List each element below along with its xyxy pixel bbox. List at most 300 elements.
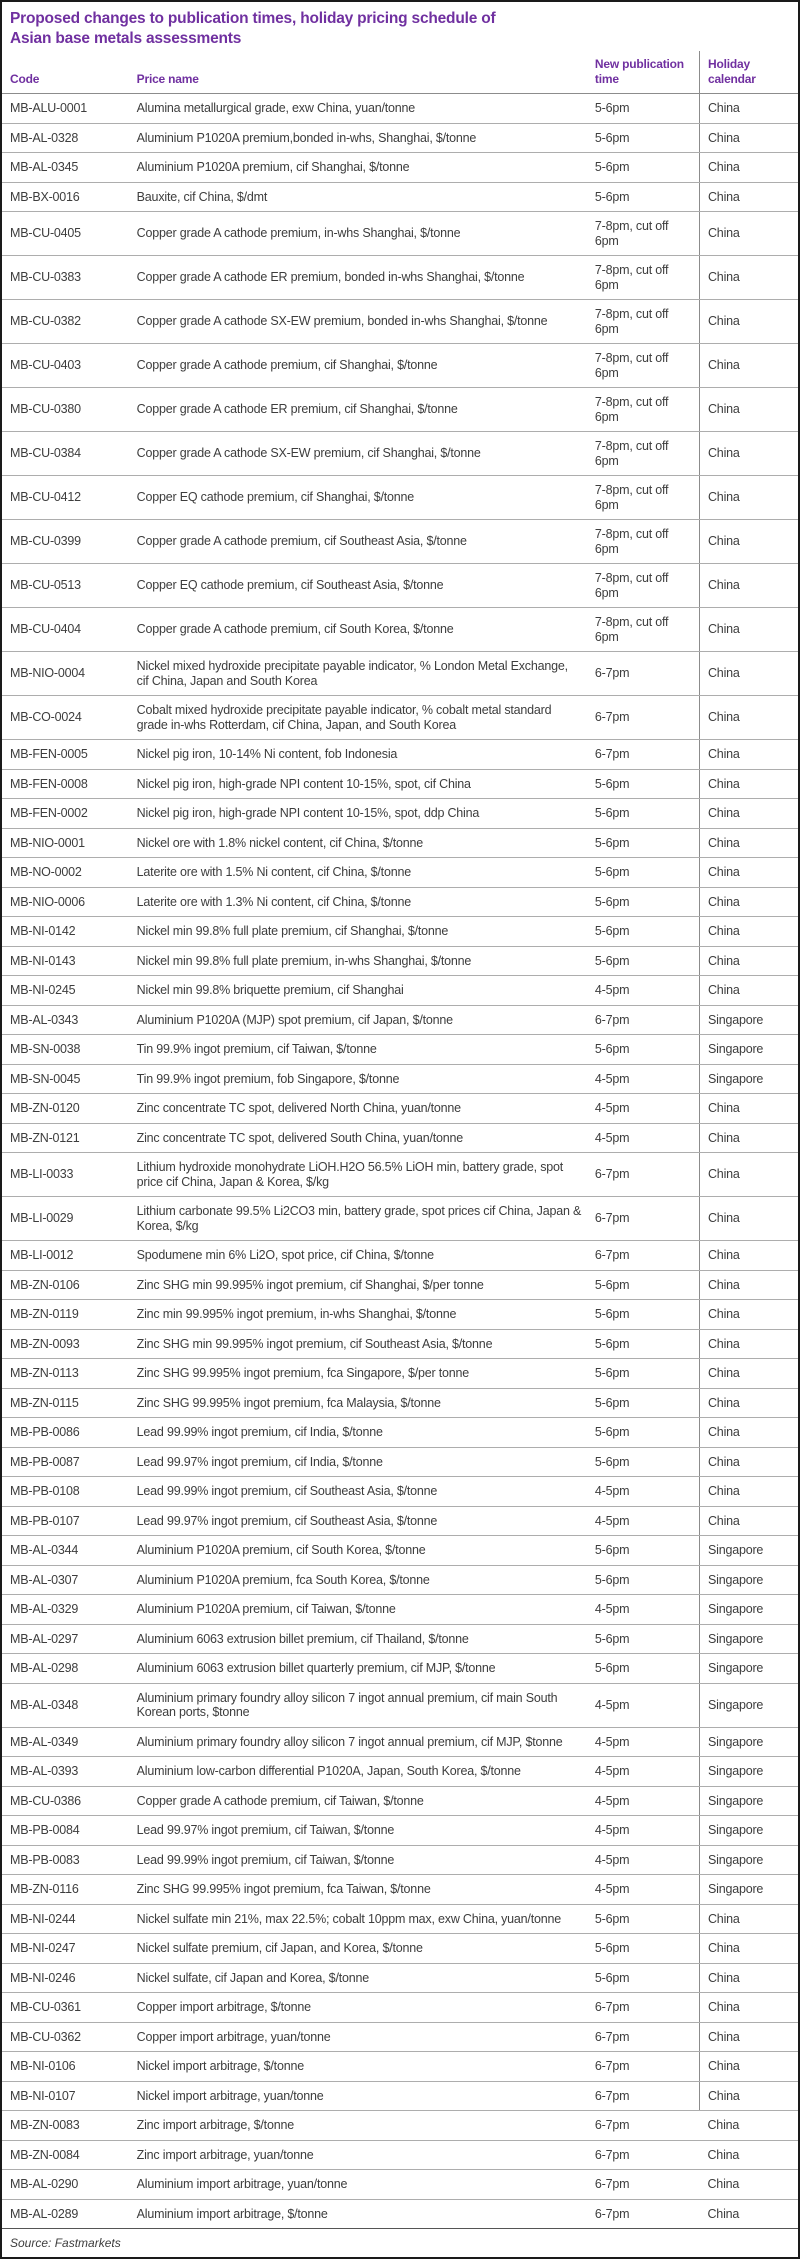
holiday-calendar-cell: China — [699, 2199, 798, 2229]
table-row — [2, 1035, 798, 1065]
publication-time-cell: 7-8pm, cut off 6pm — [587, 344, 700, 388]
price-code-cell: MB-AL-0328 — [2, 123, 137, 153]
holiday-calendar-cell: China — [699, 608, 798, 652]
holiday-calendar-cell: China — [699, 564, 798, 608]
table-row — [2, 388, 798, 432]
table-row — [2, 1654, 798, 1684]
source-note: Source: Fastmarkets — [2, 2228, 798, 2257]
table-row — [2, 1875, 798, 1905]
price-name-cell: Zinc SHG min 99.995% ingot premium, cif Southeast Asia, $/tonne — [137, 1329, 587, 1359]
table-row — [2, 1388, 798, 1418]
price-code-cell: MB-PB-0084 — [2, 1816, 137, 1846]
table-row — [2, 1094, 798, 1124]
table-row — [2, 946, 798, 976]
price-name-cell: Zinc min 99.995% ingot premium, in-whs Shanghai, $/tonne — [137, 1300, 587, 1330]
price-code-cell: MB-NI-0143 — [2, 946, 137, 976]
publication-time-cell: 5-6pm — [587, 1565, 700, 1595]
table-row — [2, 1123, 798, 1153]
price-code-cell: MB-ZN-0120 — [2, 1094, 137, 1124]
publication-time-cell: 5-6pm — [587, 1359, 700, 1389]
publication-time-cell: 5-6pm — [587, 1934, 700, 1964]
price-name-cell: Nickel pig iron, 10-14% Ni content, fob Indonesia — [137, 740, 587, 770]
price-code-cell: MB-CU-0361 — [2, 1993, 137, 2023]
price-code-cell: MB-NIO-0004 — [2, 652, 137, 696]
table-row — [2, 564, 798, 608]
page-title-line2: Asian base metals assessments — [10, 30, 242, 47]
price-name-cell: Lithium hydroxide monohydrate LiOH.H2O 56.5% LiOH min, battery grade, spot price cif China, Japan & Korea, $/kg — [137, 1153, 587, 1197]
holiday-calendar-cell: Singapore — [699, 1035, 798, 1065]
price-name-cell: Alumina metallurgical grade, exw China, yuan/tonne — [137, 94, 587, 124]
holiday-calendar-cell: China — [699, 123, 798, 153]
price-code-cell: MB-AL-0348 — [2, 1683, 137, 1727]
holiday-calendar-cell: China — [699, 769, 798, 799]
price-code-cell: MB-PB-0083 — [2, 1845, 137, 1875]
price-name-cell: Zinc SHG 99.995% ingot premium, fca Malaysia, $/tonne — [137, 1388, 587, 1418]
table-row — [2, 1477, 798, 1507]
price-code-cell: MB-CU-0405 — [2, 212, 137, 256]
price-code-cell: MB-NIO-0001 — [2, 828, 137, 858]
price-name-cell: Copper import arbitrage, $/tonne — [137, 1993, 587, 2023]
price-name-cell: Aluminium import arbitrage, yuan/tonne — [137, 2170, 587, 2200]
publication-time-cell: 6-7pm — [587, 2111, 700, 2141]
holiday-calendar-cell: China — [699, 256, 798, 300]
publication-time-cell: 5-6pm — [587, 1329, 700, 1359]
publication-time-cell: 4-5pm — [587, 1816, 700, 1846]
price-code-cell: MB-PB-0087 — [2, 1447, 137, 1477]
holiday-calendar-cell: Singapore — [699, 1845, 798, 1875]
publication-time-cell: 4-5pm — [587, 1506, 700, 1536]
price-name-cell: Copper grade A cathode SX-EW premium, bonded in-whs Shanghai, $/tonne — [137, 300, 587, 344]
holiday-calendar-cell: Singapore — [699, 1683, 798, 1727]
publication-time-cell: 7-8pm, cut off 6pm — [587, 300, 700, 344]
price-name-cell: Zinc concentrate TC spot, delivered North China, yuan/tonne — [137, 1094, 587, 1124]
publication-time-cell: 4-5pm — [587, 1757, 700, 1787]
price-name-cell: Copper grade A cathode premium, in-whs Shanghai, $/tonne — [137, 212, 587, 256]
table-row — [2, 432, 798, 476]
price-code-cell: MB-BX-0016 — [2, 182, 137, 212]
page-title-line1: Proposed changes to publication times, holiday pricing schedule of — [10, 10, 496, 27]
price-name-cell: Nickel pig iron, high-grade NPI content 10-15%, spot, ddp China — [137, 799, 587, 829]
table-row — [2, 1993, 798, 2023]
price-name-cell: Copper EQ cathode premium, cif Shanghai, $/tonne — [137, 476, 587, 520]
table-row — [2, 917, 798, 947]
holiday-calendar-cell: China — [699, 1270, 798, 1300]
table-row — [2, 476, 798, 520]
price-code-cell: MB-CU-0380 — [2, 388, 137, 432]
holiday-calendar-cell: Singapore — [699, 1536, 798, 1566]
table-header — [2, 51, 798, 94]
price-code-cell: MB-NI-0244 — [2, 1904, 137, 1934]
publication-time-cell: 5-6pm — [587, 946, 700, 976]
price-code-cell: MB-CU-0386 — [2, 1786, 137, 1816]
price-code-cell: MB-AL-0329 — [2, 1595, 137, 1625]
price-code-cell: MB-ZN-0083 — [2, 2111, 137, 2141]
price-name-cell: Nickel sulfate premium, cif Japan, and Korea, $/tonne — [137, 1934, 587, 1964]
table-row — [2, 344, 798, 388]
price-name-cell: Lead 99.99% ingot premium, cif India, $/tonne — [137, 1418, 587, 1448]
holiday-calendar-cell: China — [699, 976, 798, 1006]
price-code-cell: MB-ZN-0093 — [2, 1329, 137, 1359]
table-row — [2, 182, 798, 212]
price-code-cell: MB-CU-0399 — [2, 520, 137, 564]
price-code-cell: MB-AL-0344 — [2, 1536, 137, 1566]
holiday-calendar-cell: China — [699, 1359, 798, 1389]
price-code-cell: MB-FEN-0002 — [2, 799, 137, 829]
price-name-cell: Zinc SHG 99.995% ingot premium, fca Taiwan, $/tonne — [137, 1875, 587, 1905]
publication-time-cell: 7-8pm, cut off 6pm — [587, 212, 700, 256]
price-code-cell: MB-FEN-0008 — [2, 769, 137, 799]
table-row — [2, 887, 798, 917]
price-code-cell: MB-AL-0349 — [2, 1727, 137, 1757]
table-row — [2, 2081, 798, 2111]
table-row — [2, 1447, 798, 1477]
publication-time-cell: 5-6pm — [587, 1447, 700, 1477]
table-row — [2, 94, 798, 124]
price-code-cell: MB-SN-0038 — [2, 1035, 137, 1065]
publication-time-cell: 5-6pm — [587, 769, 700, 799]
price-code-cell: MB-ZN-0121 — [2, 1123, 137, 1153]
price-name-cell: Lead 99.99% ingot premium, cif Taiwan, $/tonne — [137, 1845, 587, 1875]
price-name-cell: Nickel import arbitrage, $/tonne — [137, 2052, 587, 2082]
price-name-cell: Nickel ore with 1.8% nickel content, cif China, $/tonne — [137, 828, 587, 858]
price-code-cell: MB-AL-0307 — [2, 1565, 137, 1595]
price-code-cell: MB-CO-0024 — [2, 696, 137, 740]
price-name-cell: Zinc concentrate TC spot, delivered South China, yuan/tonne — [137, 1123, 587, 1153]
publication-time-cell: 5-6pm — [587, 1418, 700, 1448]
price-code-cell: MB-NI-0142 — [2, 917, 137, 947]
holiday-calendar-cell: Singapore — [699, 1654, 798, 1684]
holiday-calendar-cell: China — [699, 1447, 798, 1477]
price-name-cell: Copper grade A cathode premium, cif Southeast Asia, $/tonne — [137, 520, 587, 564]
holiday-calendar-cell: Singapore — [699, 1816, 798, 1846]
holiday-calendar-cell: China — [699, 652, 798, 696]
holiday-calendar-cell: China — [699, 1388, 798, 1418]
price-code-cell: MB-AL-0393 — [2, 1757, 137, 1787]
price-code-cell: MB-CU-0404 — [2, 608, 137, 652]
price-name-cell: Aluminium P1020A (MJP) spot premium, cif Japan, $/tonne — [137, 1005, 587, 1035]
table-row — [2, 1565, 798, 1595]
price-name-cell: Lead 99.97% ingot premium, cif Southeast Asia, $/tonne — [137, 1506, 587, 1536]
price-code-cell: MB-AL-0298 — [2, 1654, 137, 1684]
table-row — [2, 2140, 798, 2170]
table-row — [2, 1005, 798, 1035]
price-name-cell: Laterite ore with 1.3% Ni content, cif China, $/tonne — [137, 887, 587, 917]
holiday-calendar-cell: Singapore — [699, 1757, 798, 1787]
holiday-calendar-cell: China — [699, 887, 798, 917]
table-row — [2, 1934, 798, 1964]
table-row — [2, 1786, 798, 1816]
holiday-calendar-cell: China — [699, 388, 798, 432]
holiday-calendar-cell: Singapore — [699, 1786, 798, 1816]
holiday-calendar-cell: China — [699, 858, 798, 888]
table-row — [2, 2022, 798, 2052]
table-row — [2, 1624, 798, 1654]
publication-time-cell: 5-6pm — [587, 1035, 700, 1065]
holiday-calendar-cell: China — [699, 300, 798, 344]
publication-time-cell: 4-5pm — [587, 1875, 700, 1905]
table-row — [2, 769, 798, 799]
column-header-code: Code — [2, 51, 137, 94]
price-name-cell: Nickel pig iron, high-grade NPI content 10-15%, spot, cif China — [137, 769, 587, 799]
holiday-calendar-cell: China — [699, 1241, 798, 1271]
price-code-cell: MB-NI-0246 — [2, 1963, 137, 1993]
table-row — [2, 1064, 798, 1094]
price-name-cell: Copper EQ cathode premium, cif Southeast Asia, $/tonne — [137, 564, 587, 608]
table-row — [2, 696, 798, 740]
price-name-cell: Aluminium import arbitrage, $/tonne — [137, 2199, 587, 2229]
price-name-cell: Aluminium 6063 extrusion billet premium, cif Thailand, $/tonne — [137, 1624, 587, 1654]
price-name-cell: Spodumene min 6% Li2O, spot price, cif China, $/tonne — [137, 1241, 587, 1271]
publication-time-cell: 7-8pm, cut off 6pm — [587, 476, 700, 520]
holiday-calendar-cell: Singapore — [699, 1565, 798, 1595]
holiday-calendar-cell: China — [699, 946, 798, 976]
holiday-calendar-cell: China — [699, 799, 798, 829]
price-code-cell: MB-LI-0033 — [2, 1153, 137, 1197]
price-code-cell: MB-CU-0382 — [2, 300, 137, 344]
table-row — [2, 2111, 798, 2141]
table-row — [2, 1536, 798, 1566]
holiday-calendar-cell: China — [699, 1123, 798, 1153]
header-row — [2, 51, 798, 94]
price-code-cell: MB-LI-0029 — [2, 1197, 137, 1241]
price-code-cell: MB-ZN-0113 — [2, 1359, 137, 1389]
publication-time-cell: 6-7pm — [587, 1993, 700, 2023]
table-row — [2, 1270, 798, 1300]
table-row — [2, 153, 798, 183]
price-code-cell: MB-CU-0412 — [2, 476, 137, 520]
publication-time-cell: 5-6pm — [587, 153, 700, 183]
price-name-cell: Zinc import arbitrage, $/tonne — [137, 2111, 587, 2141]
publication-time-cell: 6-7pm — [587, 2052, 700, 2082]
table-row — [2, 1683, 798, 1727]
publication-time-cell: 5-6pm — [587, 1536, 700, 1566]
publication-time-cell: 5-6pm — [587, 887, 700, 917]
publication-time-cell: 6-7pm — [587, 1197, 700, 1241]
price-code-cell: MB-NI-0247 — [2, 1934, 137, 1964]
publication-time-cell: 7-8pm, cut off 6pm — [587, 432, 700, 476]
table-row — [2, 520, 798, 564]
publication-time-cell: 6-7pm — [587, 1005, 700, 1035]
price-name-cell: Lithium carbonate 99.5% Li2CO3 min, battery grade, spot prices cif China, Japan & Korea, $/kg — [137, 1197, 587, 1241]
table-row — [2, 858, 798, 888]
holiday-calendar-cell: China — [699, 2170, 798, 2200]
publication-time-cell: 4-5pm — [587, 1094, 700, 1124]
holiday-calendar-cell: Singapore — [699, 1005, 798, 1035]
price-code-cell: MB-NIO-0006 — [2, 887, 137, 917]
price-code-cell: MB-ZN-0119 — [2, 1300, 137, 1330]
table-row — [2, 123, 798, 153]
price-name-cell: Aluminium P1020A premium, cif South Korea, $/tonne — [137, 1536, 587, 1566]
holiday-calendar-cell: China — [699, 1300, 798, 1330]
holiday-calendar-cell: China — [699, 153, 798, 183]
price-name-cell: Nickel sulfate min 21%, max 22.5%; cobalt 10ppm max, exw China, yuan/tonne — [137, 1904, 587, 1934]
table-row — [2, 1241, 798, 1271]
price-name-cell: Copper import arbitrage, yuan/tonne — [137, 2022, 587, 2052]
holiday-calendar-cell: China — [699, 520, 798, 564]
price-name-cell: Copper grade A cathode ER premium, cif Shanghai, $/tonne — [137, 388, 587, 432]
holiday-calendar-cell: China — [699, 1477, 798, 1507]
publication-time-cell: 5-6pm — [587, 1388, 700, 1418]
price-code-cell: MB-AL-0345 — [2, 153, 137, 183]
table-row — [2, 1757, 798, 1787]
price-name-cell: Aluminium P1020A premium,bonded in-whs, Shanghai, $/tonne — [137, 123, 587, 153]
column-header-new-publication-time: New publication time — [587, 51, 700, 94]
publication-time-cell: 6-7pm — [587, 1153, 700, 1197]
price-code-cell: MB-NI-0106 — [2, 2052, 137, 2082]
price-code-cell: MB-CU-0383 — [2, 256, 137, 300]
price-name-cell: Copper grade A cathode SX-EW premium, cif Shanghai, $/tonne — [137, 432, 587, 476]
publication-time-cell: 4-5pm — [587, 976, 700, 1006]
publication-time-cell: 4-5pm — [587, 1727, 700, 1757]
price-name-cell: Zinc SHG min 99.995% ingot premium, cif Shanghai, $/per tonne — [137, 1270, 587, 1300]
price-code-cell: MB-AL-0343 — [2, 1005, 137, 1035]
publication-time-cell: 5-6pm — [587, 1654, 700, 1684]
holiday-calendar-cell: China — [699, 2052, 798, 2082]
table-row — [2, 1329, 798, 1359]
price-code-cell: MB-ZN-0084 — [2, 2140, 137, 2170]
table-row — [2, 1595, 798, 1625]
page-title — [2, 2, 642, 51]
publication-time-cell: 4-5pm — [587, 1595, 700, 1625]
price-code-cell: MB-ALU-0001 — [2, 94, 137, 124]
price-code-cell: MB-AL-0297 — [2, 1624, 137, 1654]
table-row — [2, 976, 798, 1006]
publication-time-cell: 5-6pm — [587, 1963, 700, 1993]
price-name-cell: Cobalt mixed hydroxide precipitate payable indicator, % cobalt metal standard grade in-whs Rotterdam, cif China, Japan, and South Korea — [137, 696, 587, 740]
publication-time-cell: 5-6pm — [587, 1904, 700, 1934]
publication-time-cell: 6-7pm — [587, 696, 700, 740]
price-code-cell: MB-CU-0384 — [2, 432, 137, 476]
holiday-calendar-cell: China — [699, 2140, 798, 2170]
publication-time-cell: 4-5pm — [587, 1064, 700, 1094]
publication-time-cell: 7-8pm, cut off 6pm — [587, 388, 700, 432]
publication-time-cell: 5-6pm — [587, 182, 700, 212]
price-name-cell: Tin 99.9% ingot premium, fob Singapore, $/tonne — [137, 1064, 587, 1094]
holiday-calendar-cell: China — [699, 182, 798, 212]
price-name-cell: Nickel import arbitrage, yuan/tonne — [137, 2081, 587, 2111]
publication-time-cell: 4-5pm — [587, 1477, 700, 1507]
publication-time-cell: 6-7pm — [587, 2081, 700, 2111]
price-name-cell: Bauxite, cif China, $/dmt — [137, 182, 587, 212]
holiday-calendar-cell: China — [699, 212, 798, 256]
column-header-holiday-calendar: Holiday calendar — [699, 51, 798, 94]
table-row — [2, 1963, 798, 1993]
publication-time-cell: 5-6pm — [587, 858, 700, 888]
holiday-calendar-cell: China — [699, 1418, 798, 1448]
holiday-calendar-cell: China — [699, 1506, 798, 1536]
holiday-calendar-cell: Singapore — [699, 1595, 798, 1625]
price-name-cell: Aluminium primary foundry alloy silicon 7 ingot annual premium, cif MJP, $tonne — [137, 1727, 587, 1757]
holiday-calendar-cell: China — [699, 94, 798, 124]
price-code-cell: MB-FEN-0005 — [2, 740, 137, 770]
publication-time-cell: 7-8pm, cut off 6pm — [587, 608, 700, 652]
publication-time-cell: 5-6pm — [587, 917, 700, 947]
table-row — [2, 608, 798, 652]
price-code-cell: MB-ZN-0116 — [2, 1875, 137, 1905]
price-name-cell: Lead 99.97% ingot premium, cif Taiwan, $/tonne — [137, 1816, 587, 1846]
table-row — [2, 1816, 798, 1846]
publication-time-cell: 5-6pm — [587, 1300, 700, 1330]
price-code-cell: MB-PB-0108 — [2, 1477, 137, 1507]
publication-time-cell: 5-6pm — [587, 123, 700, 153]
holiday-calendar-cell: China — [699, 476, 798, 520]
holiday-calendar-cell: China — [699, 1993, 798, 2023]
table-row — [2, 1359, 798, 1389]
price-name-cell: Aluminium P1020A premium, cif Shanghai, $/tonne — [137, 153, 587, 183]
price-code-cell: MB-SN-0045 — [2, 1064, 137, 1094]
holiday-calendar-cell: Singapore — [699, 1875, 798, 1905]
price-name-cell: Copper grade A cathode premium, cif South Korea, $/tonne — [137, 608, 587, 652]
price-code-cell: MB-CU-0403 — [2, 344, 137, 388]
publication-time-cell: 6-7pm — [587, 740, 700, 770]
table-row — [2, 1845, 798, 1875]
holiday-calendar-cell: China — [699, 432, 798, 476]
table-row — [2, 300, 798, 344]
holiday-calendar-cell: Singapore — [699, 1624, 798, 1654]
table-row — [2, 1153, 798, 1197]
holiday-calendar-cell: China — [699, 1963, 798, 1993]
table-row — [2, 2170, 798, 2200]
price-name-cell: Nickel sulfate, cif Japan and Korea, $/tonne — [137, 1963, 587, 1993]
publication-time-cell: 4-5pm — [587, 1123, 700, 1153]
table-row — [2, 799, 798, 829]
holiday-calendar-cell: China — [699, 1904, 798, 1934]
holiday-calendar-cell: China — [699, 828, 798, 858]
publication-time-cell: 6-7pm — [587, 1241, 700, 1271]
table-row — [2, 652, 798, 696]
price-name-cell: Copper grade A cathode ER premium, bonded in-whs Shanghai, $/tonne — [137, 256, 587, 300]
price-name-cell: Laterite ore with 1.5% Ni content, cif China, $/tonne — [137, 858, 587, 888]
publication-time-cell: 6-7pm — [587, 2140, 700, 2170]
publication-time-cell: 6-7pm — [587, 2022, 700, 2052]
table-row — [2, 1506, 798, 1536]
holiday-calendar-cell: Singapore — [699, 1727, 798, 1757]
price-name-cell: Aluminium P1020A premium, cif Taiwan, $/tonne — [137, 1595, 587, 1625]
price-name-cell: Tin 99.9% ingot premium, cif Taiwan, $/tonne — [137, 1035, 587, 1065]
publication-time-cell: 7-8pm, cut off 6pm — [587, 520, 700, 564]
price-name-cell: Zinc import arbitrage, yuan/tonne — [137, 2140, 587, 2170]
table-body — [2, 94, 798, 2229]
holiday-calendar-cell: China — [699, 344, 798, 388]
table-row — [2, 212, 798, 256]
price-name-cell: Aluminium low-carbon differential P1020A, Japan, South Korea, $/tonne — [137, 1757, 587, 1787]
price-name-cell: Nickel mixed hydroxide precipitate payable indicator, % London Metal Exchange, cif China, Japan and South Korea — [137, 652, 587, 696]
publication-time-cell: 6-7pm — [587, 2170, 700, 2200]
table-row — [2, 2052, 798, 2082]
publication-time-cell: 4-5pm — [587, 1845, 700, 1875]
publication-time-cell: 7-8pm, cut off 6pm — [587, 256, 700, 300]
price-code-cell: MB-ZN-0106 — [2, 1270, 137, 1300]
column-header-price-name: Price name — [137, 51, 587, 94]
holiday-calendar-cell: China — [699, 2022, 798, 2052]
price-code-cell: MB-AL-0289 — [2, 2199, 137, 2229]
table-row — [2, 1300, 798, 1330]
table-row — [2, 1418, 798, 1448]
price-name-cell: Copper grade A cathode premium, cif Taiwan, $/tonne — [137, 1786, 587, 1816]
holiday-calendar-cell: China — [699, 1934, 798, 1964]
price-name-cell: Aluminium primary foundry alloy silicon 7 ingot annual premium, cif main South Korean ports, $tonne — [137, 1683, 587, 1727]
price-code-cell: MB-AL-0290 — [2, 2170, 137, 2200]
table-row — [2, 1197, 798, 1241]
price-name-cell: Nickel min 99.8% full plate premium, in-whs Shanghai, $/tonne — [137, 946, 587, 976]
price-code-cell: MB-LI-0012 — [2, 1241, 137, 1271]
price-name-cell: Zinc SHG 99.995% ingot premium, fca Singapore, $/per tonne — [137, 1359, 587, 1389]
publication-time-cell: 5-6pm — [587, 94, 700, 124]
price-name-cell: Nickel min 99.8% briquette premium, cif Shanghai — [137, 976, 587, 1006]
publication-time-cell: 6-7pm — [587, 2199, 700, 2229]
holiday-calendar-cell: China — [699, 1094, 798, 1124]
price-name-cell: Aluminium P1020A premium, fca South Korea, $/tonne — [137, 1565, 587, 1595]
